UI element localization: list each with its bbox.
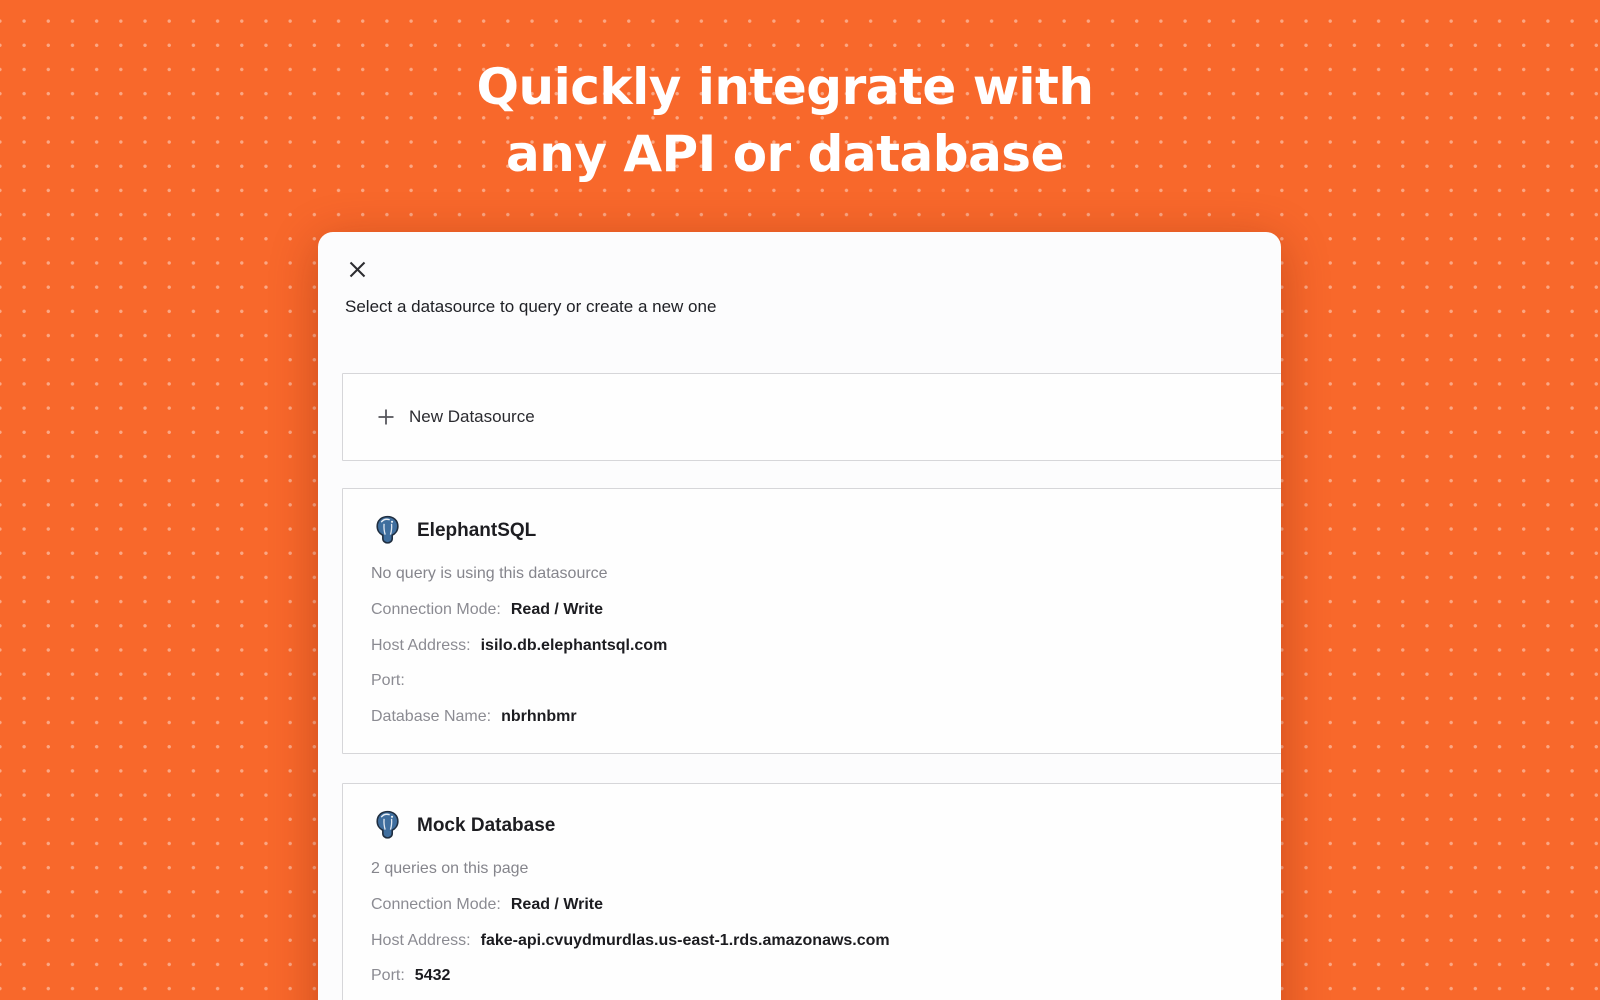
new-datasource-label: New Datasource xyxy=(409,407,535,426)
datasource-name: ElephantSQL xyxy=(417,520,537,541)
close-button[interactable] xyxy=(346,258,368,280)
postgresql-icon xyxy=(373,808,403,840)
datasource-modal xyxy=(318,232,1281,1000)
datasource-name: Mock Database xyxy=(417,815,556,836)
hero-heading-line1: Quickly integrate with xyxy=(476,58,1094,116)
database-name-row: Database Name: nbrhnbmr xyxy=(371,708,577,725)
close-icon xyxy=(349,261,366,278)
port-row: Port: 5432 xyxy=(371,967,451,984)
hero-heading-line2: any API or database xyxy=(506,125,1064,183)
new-datasource-button[interactable] xyxy=(342,373,1281,461)
postgresql-icon xyxy=(373,513,403,545)
plus-icon xyxy=(377,408,395,426)
connection-mode-row: Connection Mode: Read / Write xyxy=(371,896,604,913)
datasource-usage: 2 queries on this page xyxy=(371,860,529,877)
datasource-usage: No query is using this datasource xyxy=(371,565,608,582)
connection-mode-row: Connection Mode: Read / Write xyxy=(371,601,604,618)
port-row: Port: xyxy=(371,672,405,689)
datasource-card-elephantsql[interactable] xyxy=(342,488,1281,754)
host-address-row: Host Address: isilo.db.elephantsql.com xyxy=(371,637,668,654)
host-address-row: Host Address: fake-api.cvuydmurdlas.us-east-1.rds.amazonaws.com xyxy=(371,932,890,949)
hero-heading xyxy=(0,54,1570,188)
modal-title: Select a datasource to query or create a new one xyxy=(345,297,717,316)
datasource-card-mock-database[interactable] xyxy=(342,783,1281,1000)
